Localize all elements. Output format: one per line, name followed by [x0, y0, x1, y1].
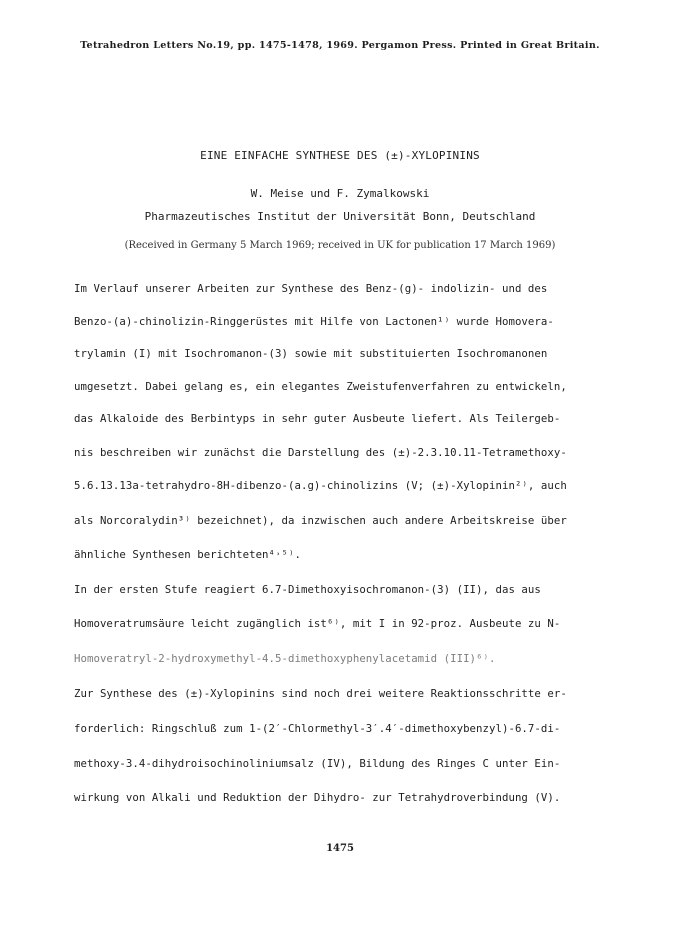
- body-line: Im Verlauf unserer Arbeiten zur Synthese des Benz-(g)- indolizin- und des: [74, 282, 548, 295]
- body-line: wirkung von Alkali und Reduktion der Dihydro- zur Tetrahydroverbindung (V).: [74, 791, 561, 804]
- body-line: umgesetzt. Dabei gelang es, ein elegantes Zweistufenverfahren zu entwickeln,: [74, 380, 567, 393]
- body-line: trylamin (I) mit Isochromanon-(3) sowie mit substituierten Isochromanonen: [74, 347, 548, 360]
- body-line: nis beschreiben wir zunächst die Darstellung des (±)-2.3.10.11-Tetramethoxy-: [74, 446, 567, 459]
- body-line: methoxy-3.4-dihydroisochinoliniumsalz (IV), Bildung des Ringes C unter Ein-: [74, 757, 561, 770]
- body-line: forderlich: Ringschluß zum 1-(2′-Chlormethyl-3′.4′-dimethoxybenzyl)-6.7-di-: [74, 722, 561, 735]
- body-line: 5.6.13.13a-tetrahydro-8H-dibenzo-(a.g)-chinolizins (V; (±)-Xylopinin²⁾, auch: [74, 479, 567, 492]
- body-line: als Norcoralydin³⁾ bezeichnet), da inzwischen auch andere Arbeitskreise über: [74, 514, 567, 527]
- body-line: Benzo-(a)-chinolizin-Ringgerüstes mit Hilfe von Lactonen¹⁾ wurde Homovera-: [74, 315, 554, 328]
- received-dates: (Received in Germany 5 March 1969; received in UK for publication 17 March 1969): [124, 240, 556, 251]
- journal-header: Tetrahedron Letters No.19, pp. 1475-1478, 1969. Pergamon Press. Printed in Great Britain.: [80, 40, 600, 51]
- article-title: EINE EINFACHE SYNTHESE DES (±)-XYLOPININS: [200, 149, 480, 162]
- affiliation: Pharmazeutisches Institut der Universität Bonn, Deutschland: [144, 210, 536, 223]
- body-line: In der ersten Stufe reagiert 6.7-Dimethoxyisochromanon-(3) (II), das aus: [74, 583, 541, 596]
- body-line: Zur Synthese des (±)-Xylopinins sind noch drei weitere Reaktionsschritte er-: [74, 687, 567, 700]
- body-line: Homoveratrumsäure leicht zugänglich ist⁶⁾, mit I in 92-proz. Ausbeute zu N-: [74, 617, 561, 630]
- body-line: Homoveratryl-2-hydroxymethyl-4.5-dimethoxyphenylacetamid (III)⁶⁾.: [74, 652, 496, 665]
- body-line: ähnliche Synthesen berichteten⁴˒⁵⁾.: [74, 548, 301, 561]
- authors: W. Meise und F. Zymalkowski: [250, 187, 430, 200]
- page-number: 1475: [326, 843, 354, 854]
- body-line: das Alkaloide des Berbintyps in sehr guter Ausbeute liefert. Als Teilergeb-: [74, 412, 561, 425]
